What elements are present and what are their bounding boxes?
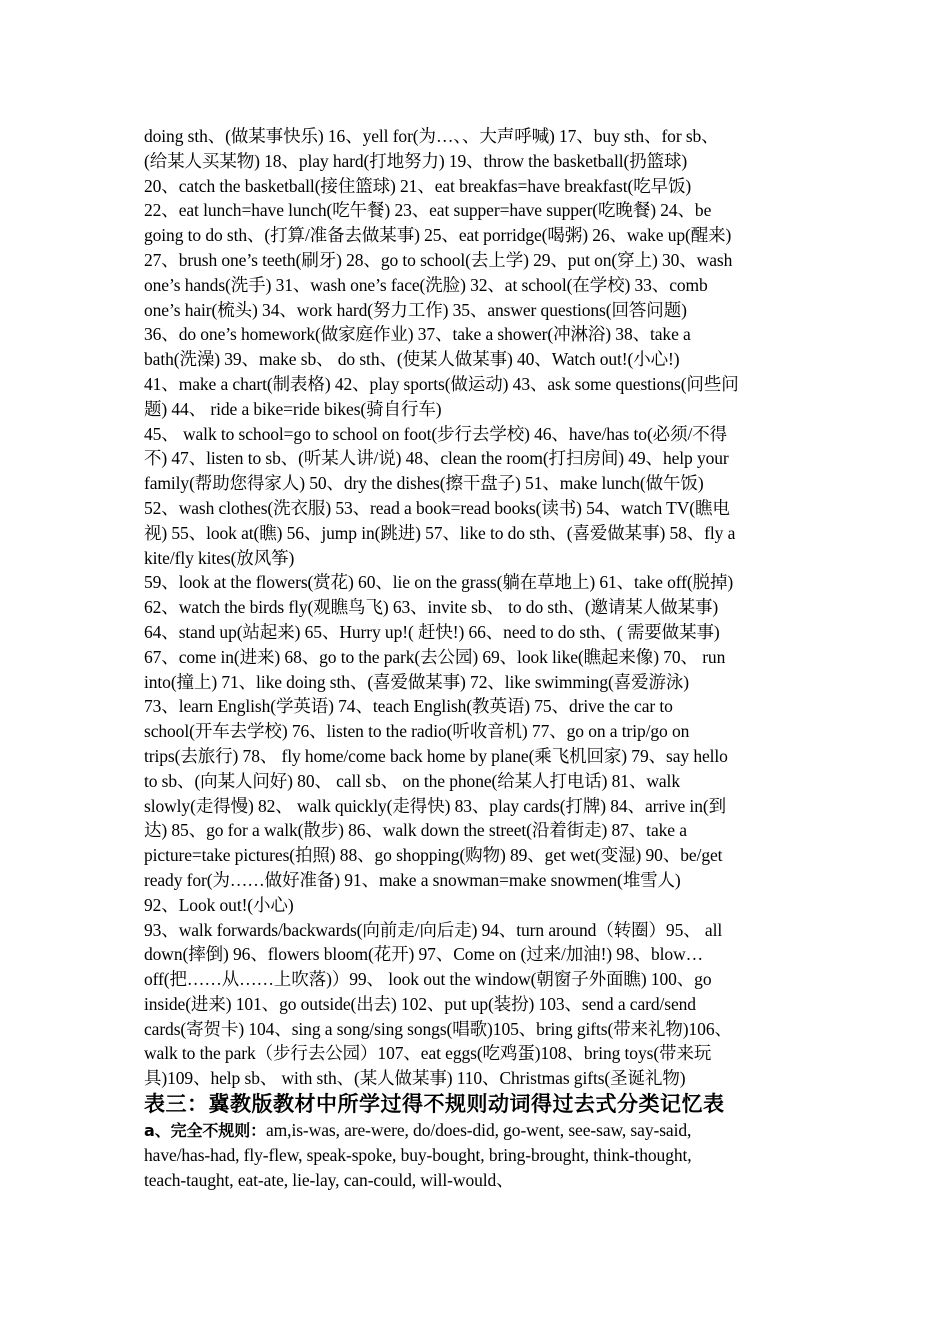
phrase-line: 59、look at the flowers(赏花) 60、lie on the grass(躺在草地上) 61、take off(脱掉): [144, 572, 734, 593]
phrase-line: 93、walk forwards/backwards(向前走/向后走) 94、turn around（转圈）95、 all: [144, 919, 723, 940]
phrase-line: 67、come in(进来) 68、go to the park(去公园) 69、look like(瞧起来像) 70、 run: [144, 646, 726, 667]
section-heading: 表三：冀教版教材中所学过得不规则动词得过去式分类记忆表: [144, 1092, 725, 1117]
phrase-line: 73、learn English(学英语) 74、teach English(教英语) 75、drive the car to: [144, 696, 673, 717]
phrase-line: 具)109、help sb、 with sth、(某人做某事) 110、Christmas gifts(圣诞礼物): [144, 1068, 686, 1089]
phrase-line: school(开车去学校) 76、listen to the radio(听收音机) 77、go on a trip/go on: [144, 721, 690, 742]
phrase-line: 41、make a chart(制表格) 42、play sports(做运动) 43、ask some questions(问些问: [144, 373, 739, 394]
phrase-line: going to do sth、(打算/准备去做某事) 25、eat porridge(喝粥) 26、wake up(醒来): [144, 225, 732, 246]
phrase-line: family(帮助您得家人) 50、dry the dishes(擦干盘子) 51、make lunch(做午饭): [144, 473, 704, 494]
phrase-line: 36、do one’s homework(做家庭作业) 37、take a shower(冲淋浴) 38、take a: [144, 324, 691, 345]
phrase-line: 视) 55、look at(瞧) 56、jump in(跳进) 57、like to do sth、(喜爱做某事) 58、fly a: [144, 522, 736, 543]
phrase-line: 62、watch the birds fly(观瞧鸟飞) 63、invite sb、 to do sth、(邀请某人做某事): [144, 597, 719, 618]
phrase-line: 22、eat lunch=have lunch(吃午餐) 23、eat supper=have supper(吃晚餐) 24、be: [144, 200, 712, 221]
phrase-line: 27、brush one’s teeth(刷牙) 28、go to school(去上学) 29、put on(穿上) 30、wash: [144, 249, 733, 270]
phrase-line: inside(进来) 101、go outside(出去) 102、put up(装扮) 103、send a card/send: [144, 993, 696, 1014]
phrase-line: picture=take pictures(拍照) 88、go shopping(购物) 89、get wet(变湿) 90、be/get: [144, 845, 723, 866]
phrase-line: slowly(走得慢) 82、 walk quickly(走得快) 83、play cards(打牌) 84、arrive in(到: [144, 795, 726, 816]
section-a-lead: a、完全不规则：: [144, 1121, 266, 1141]
phrase-line: 达) 85、go for a walk(散步) 86、walk down the street(沿着街走) 87、take a: [144, 820, 687, 841]
phrase-line: 64、stand up(站起来) 65、Hurry up!( 赶快!) 66、need to do sth、( 需要做某事): [144, 621, 720, 642]
phrase-line: to sb、(向某人问好) 80、 call sb、 on the phone(给某人打电话) 81、walk: [144, 770, 680, 791]
phrase-line: trips(去旅行) 78、 fly home/come back home by plane(乘飞机回家) 79、say hello: [144, 745, 728, 766]
phrase-list: [144, 124, 809, 1091]
phrase-line: 不) 47、listen to sb、(听某人讲/说) 48、clean the room(打扫房间) 49、help your: [144, 448, 729, 469]
phrase-line: 52、wash clothes(洗衣服) 53、read a book=read books(读书) 54、watch TV(瞧电: [144, 497, 730, 518]
phrase-line: 92、Look out!(小心): [144, 894, 294, 915]
section-a-line: have/has-had, fly-flew, speak-spoke, buy-bought, bring-brought, think-thought,: [144, 1144, 692, 1165]
phrase-line: 题) 44、 ride a bike=ride bikes(骑自行车): [144, 398, 442, 419]
phrase-line: walk to the park（步行去公园）107、eat eggs(吃鸡蛋)108、bring toys(带来玩: [144, 1043, 712, 1064]
phrase-line: 45、 walk to school=go to school on foot(步行去学校) 46、have/has to(必须/不得: [144, 423, 728, 444]
section-a-first-text: am,is-was, are-were, do/does-did, go-went, see-saw, say-said,: [266, 1120, 692, 1141]
phrase-line: cards(寄贺卡) 104、sing a song/sing songs(唱歌)105、bring gifts(带来礼物)106、: [144, 1018, 732, 1039]
phrase-line: kite/fly kites(放风筝): [144, 547, 295, 568]
phrase-line: off(把……从……上吹落)）99、 look out the window(朝窗子外面瞧) 100、go: [144, 969, 712, 990]
phrase-line: bath(洗澡) 39、make sb、 do sth、(使某人做某事) 40、Watch out!(小心!): [144, 349, 680, 370]
phrase-line: doing sth、(做某事快乐) 16、yell for(为…、、大声呼喊) 17、buy sth、for sb、: [144, 126, 719, 146]
phrase-line: one’s hair(梳头) 34、work hard(努力工作) 35、answer questions(回答问题): [144, 299, 687, 320]
document-body: [144, 124, 809, 1192]
phrase-line: down(摔倒) 96、flowers bloom(花开) 97、Come on (过来/加油!) 98、blow…: [144, 944, 704, 965]
phrase-line: one’s hands(洗手) 31、wash one’s face(洗脸) 32、at school(在学校) 33、comb: [144, 274, 708, 295]
section-a-first-line: [144, 1118, 809, 1143]
section-a-line: teach-taught, eat-ate, lie-lay, can-could, will-would、: [144, 1169, 514, 1190]
phrase-line: into(撞上) 71、like doing sth、(喜爱做某事) 72、like swimming(喜爱游泳): [144, 671, 690, 692]
phrase-line: (给某人买某物) 18、play hard(打地努力) 19、throw the basketball(扔篮球): [144, 150, 688, 171]
phrase-line: ready for(为……做好准备) 91、make a snowman=make snowmen(堆雪人): [144, 869, 681, 890]
phrase-line: 20、catch the basketball(接住篮球) 21、eat breakfas=have breakfast(吃早饭): [144, 175, 692, 196]
